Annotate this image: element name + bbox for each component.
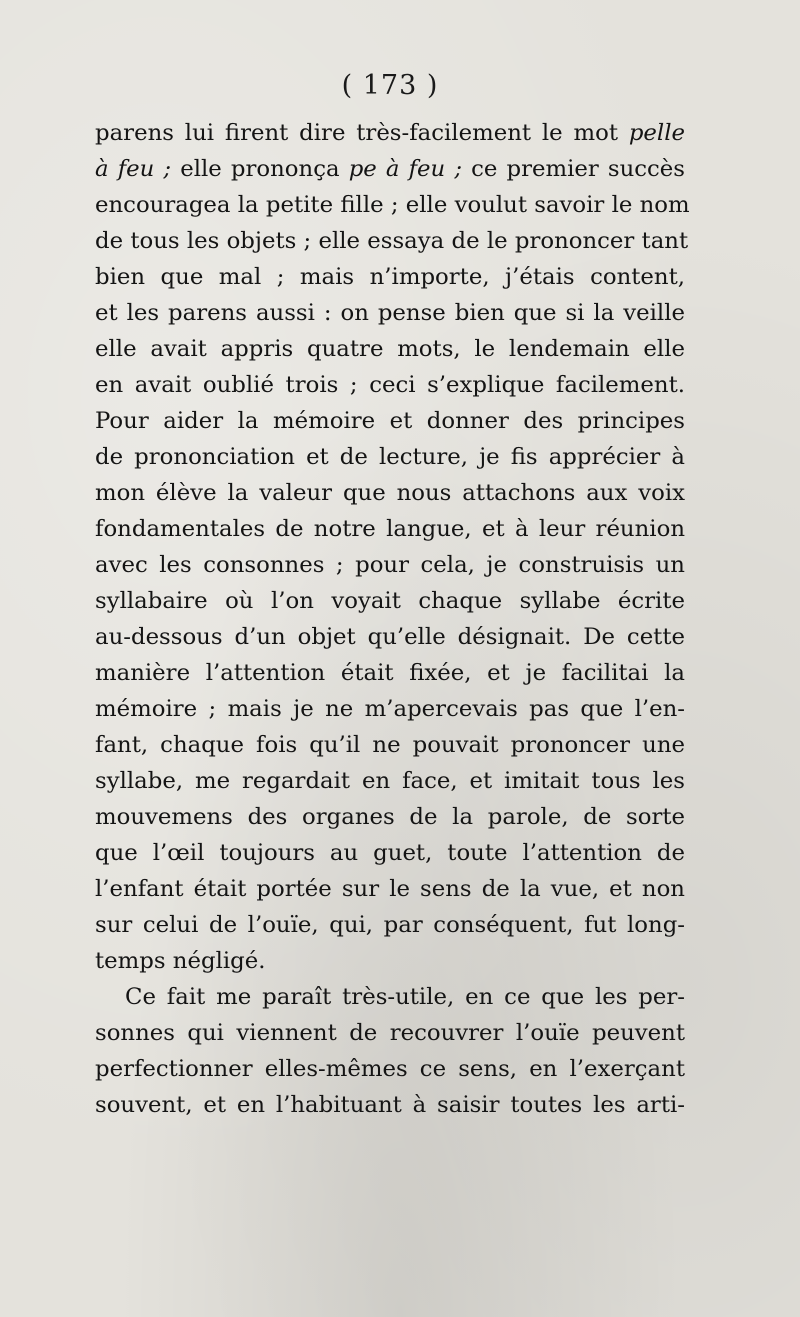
- text-line: [95, 439, 685, 475]
- line-text: encouragea la petite fille ; elle voulut savoir le nom: [95, 192, 690, 218]
- line-text: elle avait appris quatre mots, le lendemain elle: [95, 336, 685, 362]
- text-line: [95, 1087, 685, 1123]
- text-line: [95, 1051, 685, 1087]
- italic-text: à feu ;: [95, 156, 172, 182]
- text-line: [95, 331, 685, 367]
- line-text: syllabaire où l’on voyait chaque syllabe écrite: [95, 588, 685, 614]
- line-text: et les parens aussi : on pense bien que si la veille: [95, 300, 685, 326]
- line-text: avec les consonnes ; pour cela, je construisis un: [95, 552, 685, 578]
- line-text: l’enfant était portée sur le sens de la vue, et non: [95, 876, 685, 902]
- text-line: [95, 187, 690, 223]
- text-line: [95, 943, 685, 979]
- text-line: [95, 151, 685, 187]
- line-text: manière l’attention était fixée, et je facilitai la: [95, 660, 685, 686]
- text-line: [95, 727, 685, 763]
- line-text: fant, chaque fois qu’il ne pouvait prononcer une: [95, 732, 685, 758]
- text-line: [95, 367, 685, 403]
- line-text: au-dessous d’un objet qu’elle désignait. De cette: [95, 624, 685, 650]
- line-text: Pour aider la mémoire et donner des principes: [95, 408, 685, 434]
- body-text: [95, 115, 690, 1123]
- text-line: [95, 799, 685, 835]
- line-text: bien que mal ; mais n’importe, j’étais content,: [95, 264, 685, 290]
- text-line: [95, 619, 685, 655]
- line-text: ce premier succès: [462, 156, 685, 182]
- text-line: [95, 115, 685, 151]
- text-line: [95, 475, 685, 511]
- text-line: [95, 511, 685, 547]
- line-text: de tous les objets ; elle essaya de le prononcer tant: [95, 228, 689, 254]
- line-text: mémoire ; mais je ne m’apercevais pas que l’en-: [95, 696, 685, 722]
- text-line: [95, 223, 689, 259]
- text-line: [95, 763, 685, 799]
- text-line: [95, 259, 685, 295]
- line-text: souvent, et en l’habituant à saisir toutes les arti-: [95, 1092, 685, 1118]
- paragraph: [95, 115, 690, 979]
- line-text: mouvemens des organes de la parole, de sorte: [95, 804, 685, 830]
- italic-text: pe à feu ;: [348, 156, 462, 182]
- text-line: [95, 655, 685, 691]
- text-line: [95, 979, 685, 1015]
- line-text: en avait oublié trois ; ceci s’explique facilement.: [95, 372, 685, 398]
- text-line: [95, 871, 685, 907]
- text-line: [95, 1015, 685, 1051]
- line-text: fondamentales de notre langue, et à leur réunion: [95, 516, 685, 542]
- line-text: elle prononça: [171, 156, 349, 182]
- line-text: de prononciation et de lecture, je fis apprécier à: [95, 444, 685, 470]
- text-line: [95, 691, 685, 727]
- line-text: syllabe, me regardait en face, et imitait tous les: [95, 768, 685, 794]
- text-line: [95, 295, 685, 331]
- paragraph: [95, 979, 685, 1123]
- text-line: [95, 547, 685, 583]
- line-text: sonnes qui viennent de recouvrer l’ouïe peuvent: [95, 1020, 685, 1046]
- italic-text: pelle: [628, 120, 685, 146]
- line-text: sur celui de l’ouïe, qui, par conséquent, fut long-: [95, 912, 685, 938]
- line-text: perfectionner elles-mêmes ce sens, en l’exerçant: [95, 1056, 685, 1082]
- page-number: ( 173 ): [341, 70, 439, 101]
- text-line: [95, 835, 685, 871]
- line-text: Ce fait me paraît très-utile, en ce que les per-: [125, 984, 685, 1010]
- line-text: temps négligé.: [95, 948, 266, 974]
- line-text: mon élève la valeur que nous attachons aux voix: [95, 480, 685, 506]
- line-text: parens lui firent dire très-facilement le mot: [95, 120, 629, 146]
- text-line: [95, 583, 685, 619]
- text-line: [95, 907, 685, 943]
- line-text: que l’œil toujours au guet, toute l’attention de: [95, 840, 685, 866]
- text-line: [95, 403, 685, 439]
